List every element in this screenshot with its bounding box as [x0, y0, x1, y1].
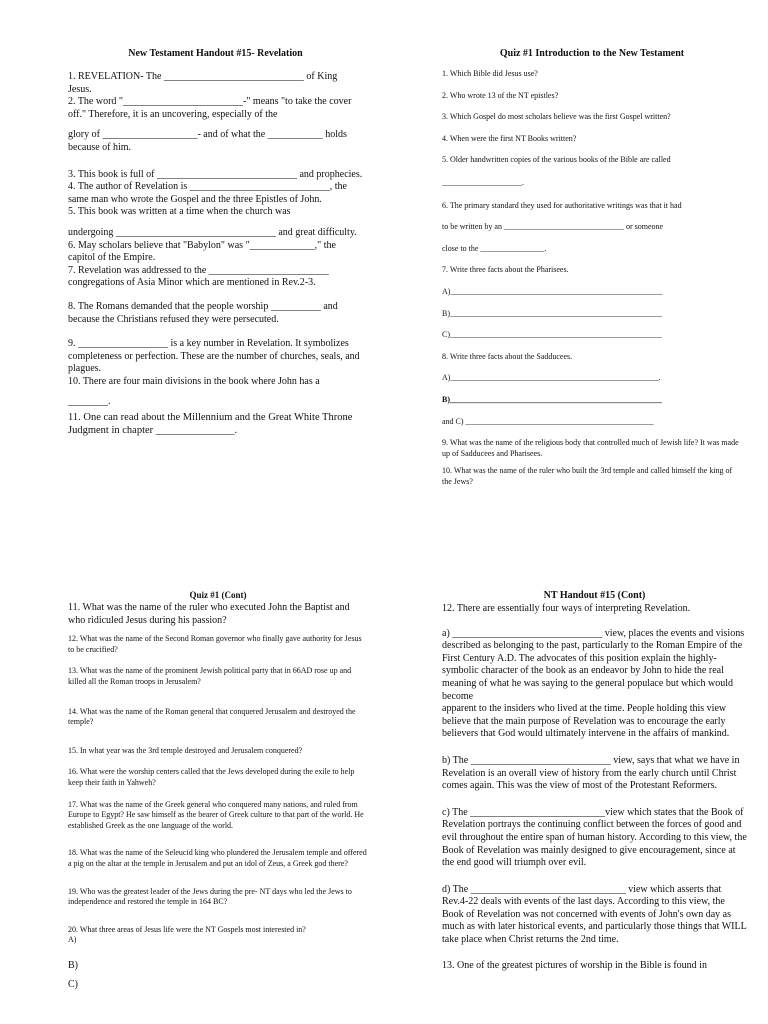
- quiz-question: 1. Which Bible did Jesus use?: [442, 69, 538, 78]
- quiz-question: 6. The primary standard they used for authoritative writings was that it had: [442, 200, 682, 210]
- handout-item: 11. One can read about the Millennium and the Great White Throne Judgment in chapter _______________.: [68, 412, 353, 436]
- quiz-question: 20. What three areas of Jesus life were the NT Gospels most interested in? A): [68, 924, 306, 945]
- handout-item: glory of ___________________- and of what the ___________ holds because of him.: [68, 129, 347, 153]
- answer-line: ____________________.: [442, 177, 524, 187]
- panel-title: Quiz #1 (Cont): [189, 590, 247, 600]
- quiz-question: 14. What was the name of the Roman general that conquered Jerusalem and destroyed the temple?: [68, 706, 356, 727]
- quiz-intro-nt-panel: [442, 48, 742, 494]
- answer-line: A)____________________________________________________.: [442, 373, 661, 383]
- handout-item: 9. __________________ is a key number in Revelation. It symbolizes completeness or perfection. These are the number of churches, seals, and plagues. 10. There are four main divisions in the book where John has a: [68, 338, 360, 387]
- revelation-handout-panel: [68, 48, 363, 437]
- quiz-question: 15. In what year was the 3rd temple destroyed and Jerusalem conquered?: [68, 745, 303, 755]
- handout-item: 13. One of the greatest pictures of worship in the Bible is found in: [442, 959, 707, 971]
- quiz-question: 13. What was the name of the prominent Jewish political party that in 66AD rose up and killed all the Roman troops in Jerusalem?: [68, 666, 352, 686]
- quiz-question: to be written by an ______________________________ or someone: [442, 222, 664, 232]
- quiz-question: 5. Older handwritten copies of the various books of the Bible are called: [442, 155, 671, 165]
- handout-item: a) ______________________________ view, places the events and visions described as belonging to the past, particularly to the Roman Empire of the First Century A.D. The advocates of this position explain the highly-symbolic character of the book as an endeavor by John to hide the real meaning of what he was saying to the general populace but which would become apparent to the insiders who lived at the time. People holding this view believe that the main purpose of Revelation was to encourage the early believers that God would ultimately intervene in the affairs of mankind.: [442, 627, 745, 740]
- panel-title: Quiz #1 Introduction to the New Testament: [499, 48, 685, 59]
- handout-item: undergoing ________________________________ and great difficulty. 6. May scholars believe that "Babylon" was "_____________," the capitol of the Empire. 7. Revelation was addressed to the ________________________ congregations of Asia Minor which are mentioned in Rev.2-3.: [68, 226, 357, 289]
- answer-line: C)_____________________________________________________: [442, 330, 662, 340]
- handout-item: 3. This book is full of ____________________________ and prophecies. 4. The author of Revelation is ____________________________, the same man who wrote the Gospel and the three Epistles of John. 5. This book was written at a time when the church was: [68, 168, 363, 218]
- handout-item: 8. The Romans demanded that the people worship __________ and because the Christians refused they were persecuted.: [68, 300, 338, 325]
- quiz-question: 17. What was the name of the Greek general who conquered many nations, and ruled from Europe to Egypt? He saw himself as the bearer of Greek culture to that part of the world. He established Greek as the one language of the world.: [68, 799, 364, 830]
- quiz-question: 4. When were the first NT Books written?: [442, 133, 577, 143]
- quiz-question: 8. Write three facts about the Sadducees.: [442, 351, 573, 361]
- quiz-question: 12. What was the name of the Second Roman governor who finally gave authority for Jesus to be crucified?: [68, 634, 362, 654]
- handout-item: 12. There are essentially four ways of interpreting Revelation.: [442, 603, 691, 614]
- answer-line: and C) _______________________________________________: [442, 416, 654, 426]
- quiz-question: 18. What was the name of the Seleucid king who plundered the Jerusalem temple and offered a pig on the altar at the temple in Jerusalem and put an idol of Zeus, a Greek god there?: [68, 848, 367, 868]
- handout-item: b) The ____________________________ view, says that what we have in Revelation is an overall view of history from the early church until Christ comes again. This was the view of most of the Protestant Reformers.: [442, 754, 740, 792]
- quiz-question: 2. Who wrote 13 of the NT epistles?: [442, 90, 559, 100]
- nt-handout-cont-panel: [442, 590, 747, 972]
- handout-item: 1. REVELATION- The ____________________________ of King Jesus. 2. The word "________________________-" means "to take the cover off." Therefore, it is an uncovering, especially of the: [68, 71, 352, 120]
- quiz-question: 19. Who was the greatest leader of the Jews during the pre- NT days who led the Jews to independence and restored the temple in 164 BC?: [68, 886, 352, 907]
- panel-title: NT Handout #15 (Cont): [543, 590, 646, 601]
- quiz-question: 9. What was the name of the religious body that controlled much of Jewish life? It was made up of Sadducees and Pharisees.: [442, 438, 739, 458]
- panel-title: New Testament Handout #15- Revelation: [128, 48, 303, 59]
- answer-line: B)_____________________________________________________: [442, 308, 662, 318]
- answer-line: B)_____________________________________________________: [442, 394, 662, 404]
- quiz-question: 7. Write three facts about the Pharisees.: [442, 265, 569, 275]
- quiz-question: 11. What was the name of the ruler who executed John the Baptist and who ridiculed Jesus during his passion?: [68, 602, 350, 626]
- answer-line: C): [68, 979, 78, 991]
- quiz-question: 16. What were the worship centers called that the Jews developed during the exile to help keep their faith in Yahweh?: [68, 767, 355, 787]
- handout-item: ________.: [68, 396, 111, 408]
- quiz-question: 10. What was the name of the ruler who built the 3rd temple and called himself the king of the Jews?: [442, 466, 733, 486]
- handout-item: d) The _______________________________ view which asserts that Rev.4-22 deals with events of the last days. According to this view, the Book of Revelation was not concerned with events of John's own day as much as with later historical events, and particularly those things that WILL take place when Christ returns the 2nd time.: [442, 883, 747, 946]
- answer-line: A)_____________________________________________________: [442, 286, 663, 296]
- handout-item: c) The ___________________________view which states that the Book of Revelation portrays the continuing conflict between the forces of good and evil throughout the entire span of human history. According to this view, the Book of Revelation was mainly designed to give encouragement, since at the end good will triumph over evil.: [442, 806, 747, 869]
- quiz-cont-panel: [68, 590, 368, 1002]
- quiz-question: close to the ________________.: [442, 243, 547, 253]
- answer-line: B): [68, 959, 78, 971]
- quiz-question: 3. Which Gospel do most scholars believe was the first Gospel written?: [442, 112, 671, 122]
